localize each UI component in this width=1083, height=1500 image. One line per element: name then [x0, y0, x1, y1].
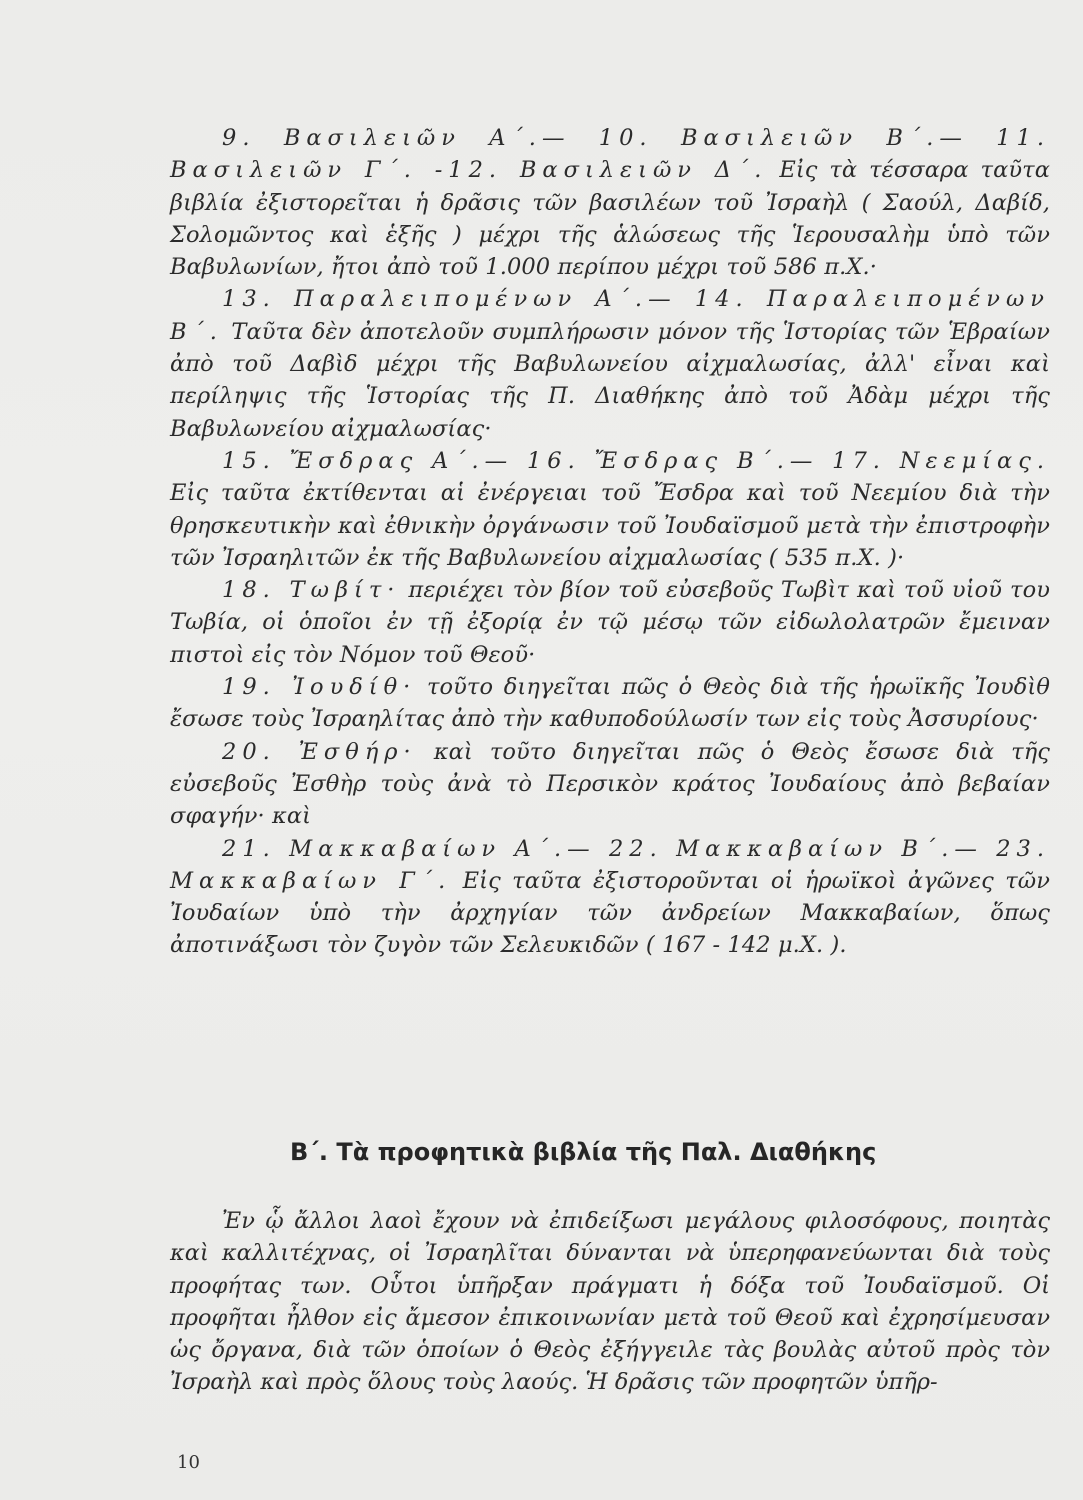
section-paragraph: Ἐν ᾧ ἄλλοι λαοὶ ἔχουν νὰ ἐπιδείξωσι μεγάλους φιλοσόφους, ποιητὰς καὶ καλλιτέχνας, οἱ Ἰσραηλῖται δύνανται νὰ ὑπερηφανεύωνται διὰ τοὺς προφήτας των. Οὗτοι ὑπῆρξαν πράγματι ἡ δόξα τοῦ Ἰουδαϊσμοῦ. Οἱ προφῆται ἦλθον εἰς ἄμεσον ἐπικοινωνίαν μετὰ τοῦ Θεοῦ καὶ ἐχρησίμευσαν ὡς ὄργανα, διὰ τῶν ὁποίων ὁ Θεὸς ἐξήγγειλε τὰς βουλὰς αὐτοῦ πρὸς τὸν Ἰσραὴλ καὶ πρὸς ὅλους τοὺς λαούς. Ἡ δρᾶσις τῶν προφητῶν ὑπῆρ- — [170, 1208, 1050, 1396]
section-heading: Β΄. Τὰ προφητικὰ βιβλία τῆς Παλ. Διαθήκης — [290, 1138, 877, 1166]
paragraph-body: τοῦτο διηγεῖται πῶς ὁ Θεὸς διὰ τῆς ἡρωϊκῆς Ἰουδὶθ ἔσωσε τοὺς Ἰσραηλίτας ἀπὸ τὴν καθυποδούλωσίν των εἰς τοὺς Ἀσσυρίους· — [170, 674, 1050, 733]
page-number: 10 — [177, 1452, 200, 1473]
paragraph-label: 18. Τωβίτ· — [222, 577, 401, 604]
paragraph-body: Ταῦτα δὲν ἀποτελοῦν συμπλήρωσιν μόνον τῆς Ἱστορίας τῶν Ἑβραίων ἀπὸ τοῦ Δαβὶδ μέχρι τῆς Βαβυλωνείου αἰχμαλωσίας, ἀλλ' εἶναι καὶ περίληψις τῆς Ἱστορίας τῆς Π. Διαθήκης ἀπὸ τοῦ Ἀδὰμ μέχρι τῆς Βαβυλωνείου αἰχμαλωσίας· — [170, 318, 1050, 442]
paragraph-body: περιέχει τὸν βίον τοῦ εὐσεβοῦς Τωβὶτ καὶ τοῦ υἱοῦ του Τωβία, οἱ ὁποῖοι ἐν τῇ ἐξορίᾳ ἐν τῷ μέσῳ τῶν εἰδωλολατρῶν ἔμειναν πιστοὶ εἰς τὸν Νόμον τοῦ Θεοῦ· — [170, 577, 1051, 668]
paragraph-kings — [170, 122, 1050, 283]
paragraph-ezra-nehemiah — [170, 445, 1050, 574]
paragraph-body: Εἰς τὰ τέσσαρα ταῦτα βιβλία ἐξιστορεῖται ἡ δρᾶσις τῶν βασιλέων τοῦ Ἰσραὴλ ( Σαούλ, Δαβίδ, Σολομῶντος καὶ ἑξῆς ) μέχρι τῆς ἁλώσεως τῆς Ἱερουσαλὴμ ὑπὸ τῶν Βαβυλωνίων, ἤτοι ἀπὸ τοῦ 1.000 περίπου μέχρι τοῦ 586 π.Χ.· — [170, 157, 1051, 281]
paragraph-esther — [170, 736, 1050, 833]
paragraph-label: 9. Βασιλειῶν Α΄.— 10. Βασιλειῶν Β΄.— 11. Βασιλειῶν Γ΄. -12. Βασιλειῶν Δ΄. — [170, 125, 1050, 184]
paragraph-judith — [170, 671, 1050, 736]
book-list-text — [170, 122, 1050, 962]
paragraph-tobit — [170, 574, 1050, 671]
paragraph-body: Εἰς ταῦτα ἐξιστοροῦνται οἱ ἡρωϊκοὶ ἀγῶνες τῶν Ἰουδαίων ὑπὸ τὴν ἀρχηγίαν τῶν ἀνδρείων Μακκαβαίων, ὅπως ἀποτινάξωσι τὸν ζυγὸν τῶν Σελευκιδῶν ( 167 - 142 μ.Χ. ). — [170, 867, 1051, 959]
paragraph-body: Εἰς ταῦτα ἐκτίθενται αἱ ἐνέργειαι τοῦ Ἔσδρα καὶ τοῦ Νεεμίου διὰ τὴν θρησκευτικὴν καὶ ἐθνικὴν ὀργάνωσιν τοῦ Ἰουδαϊσμοῦ μετὰ τὴν ἐπιστροφὴν τῶν Ἰσραηλιτῶν ἐκ τῆς Βαβυλωνείου αἰχμαλωσίας ( 535 π.Χ. )· — [170, 480, 1050, 571]
paragraph-label: 13. Παραλειπομένων Α΄.— 14. Παραλειπομένων Β΄. — [170, 286, 1050, 345]
paragraph-body: καὶ τοῦτο διηγεῖται πῶς ὁ Θεὸς ἔσωσε διὰ τῆς εὐσεβοῦς Ἐσθὴρ τοὺς ἀνὰ τὸ Περσικὸν κράτος Ἰουδαίους ἀπὸ βεβαίαν σφαγήν· καὶ — [170, 738, 1050, 830]
paragraph-maccabees — [170, 833, 1050, 962]
paragraph-label: 20. Ἐσθήρ· — [222, 738, 417, 765]
paragraph-label: 19. Ἰουδίθ· — [222, 674, 417, 701]
paragraph-label: 21. Μακκαβαίων Α΄.— 22. Μακκαβαίων Β΄.— 23. Μακκαβαίων Γ΄. — [170, 835, 1050, 894]
section-body — [170, 1205, 1050, 1399]
paragraph-label: 15. Ἔσδρας Α΄.— 16. Ἔσδρας Β΄.— 17. Νεεμίας. — [222, 447, 1050, 474]
paragraph-chronicles — [170, 283, 1050, 444]
